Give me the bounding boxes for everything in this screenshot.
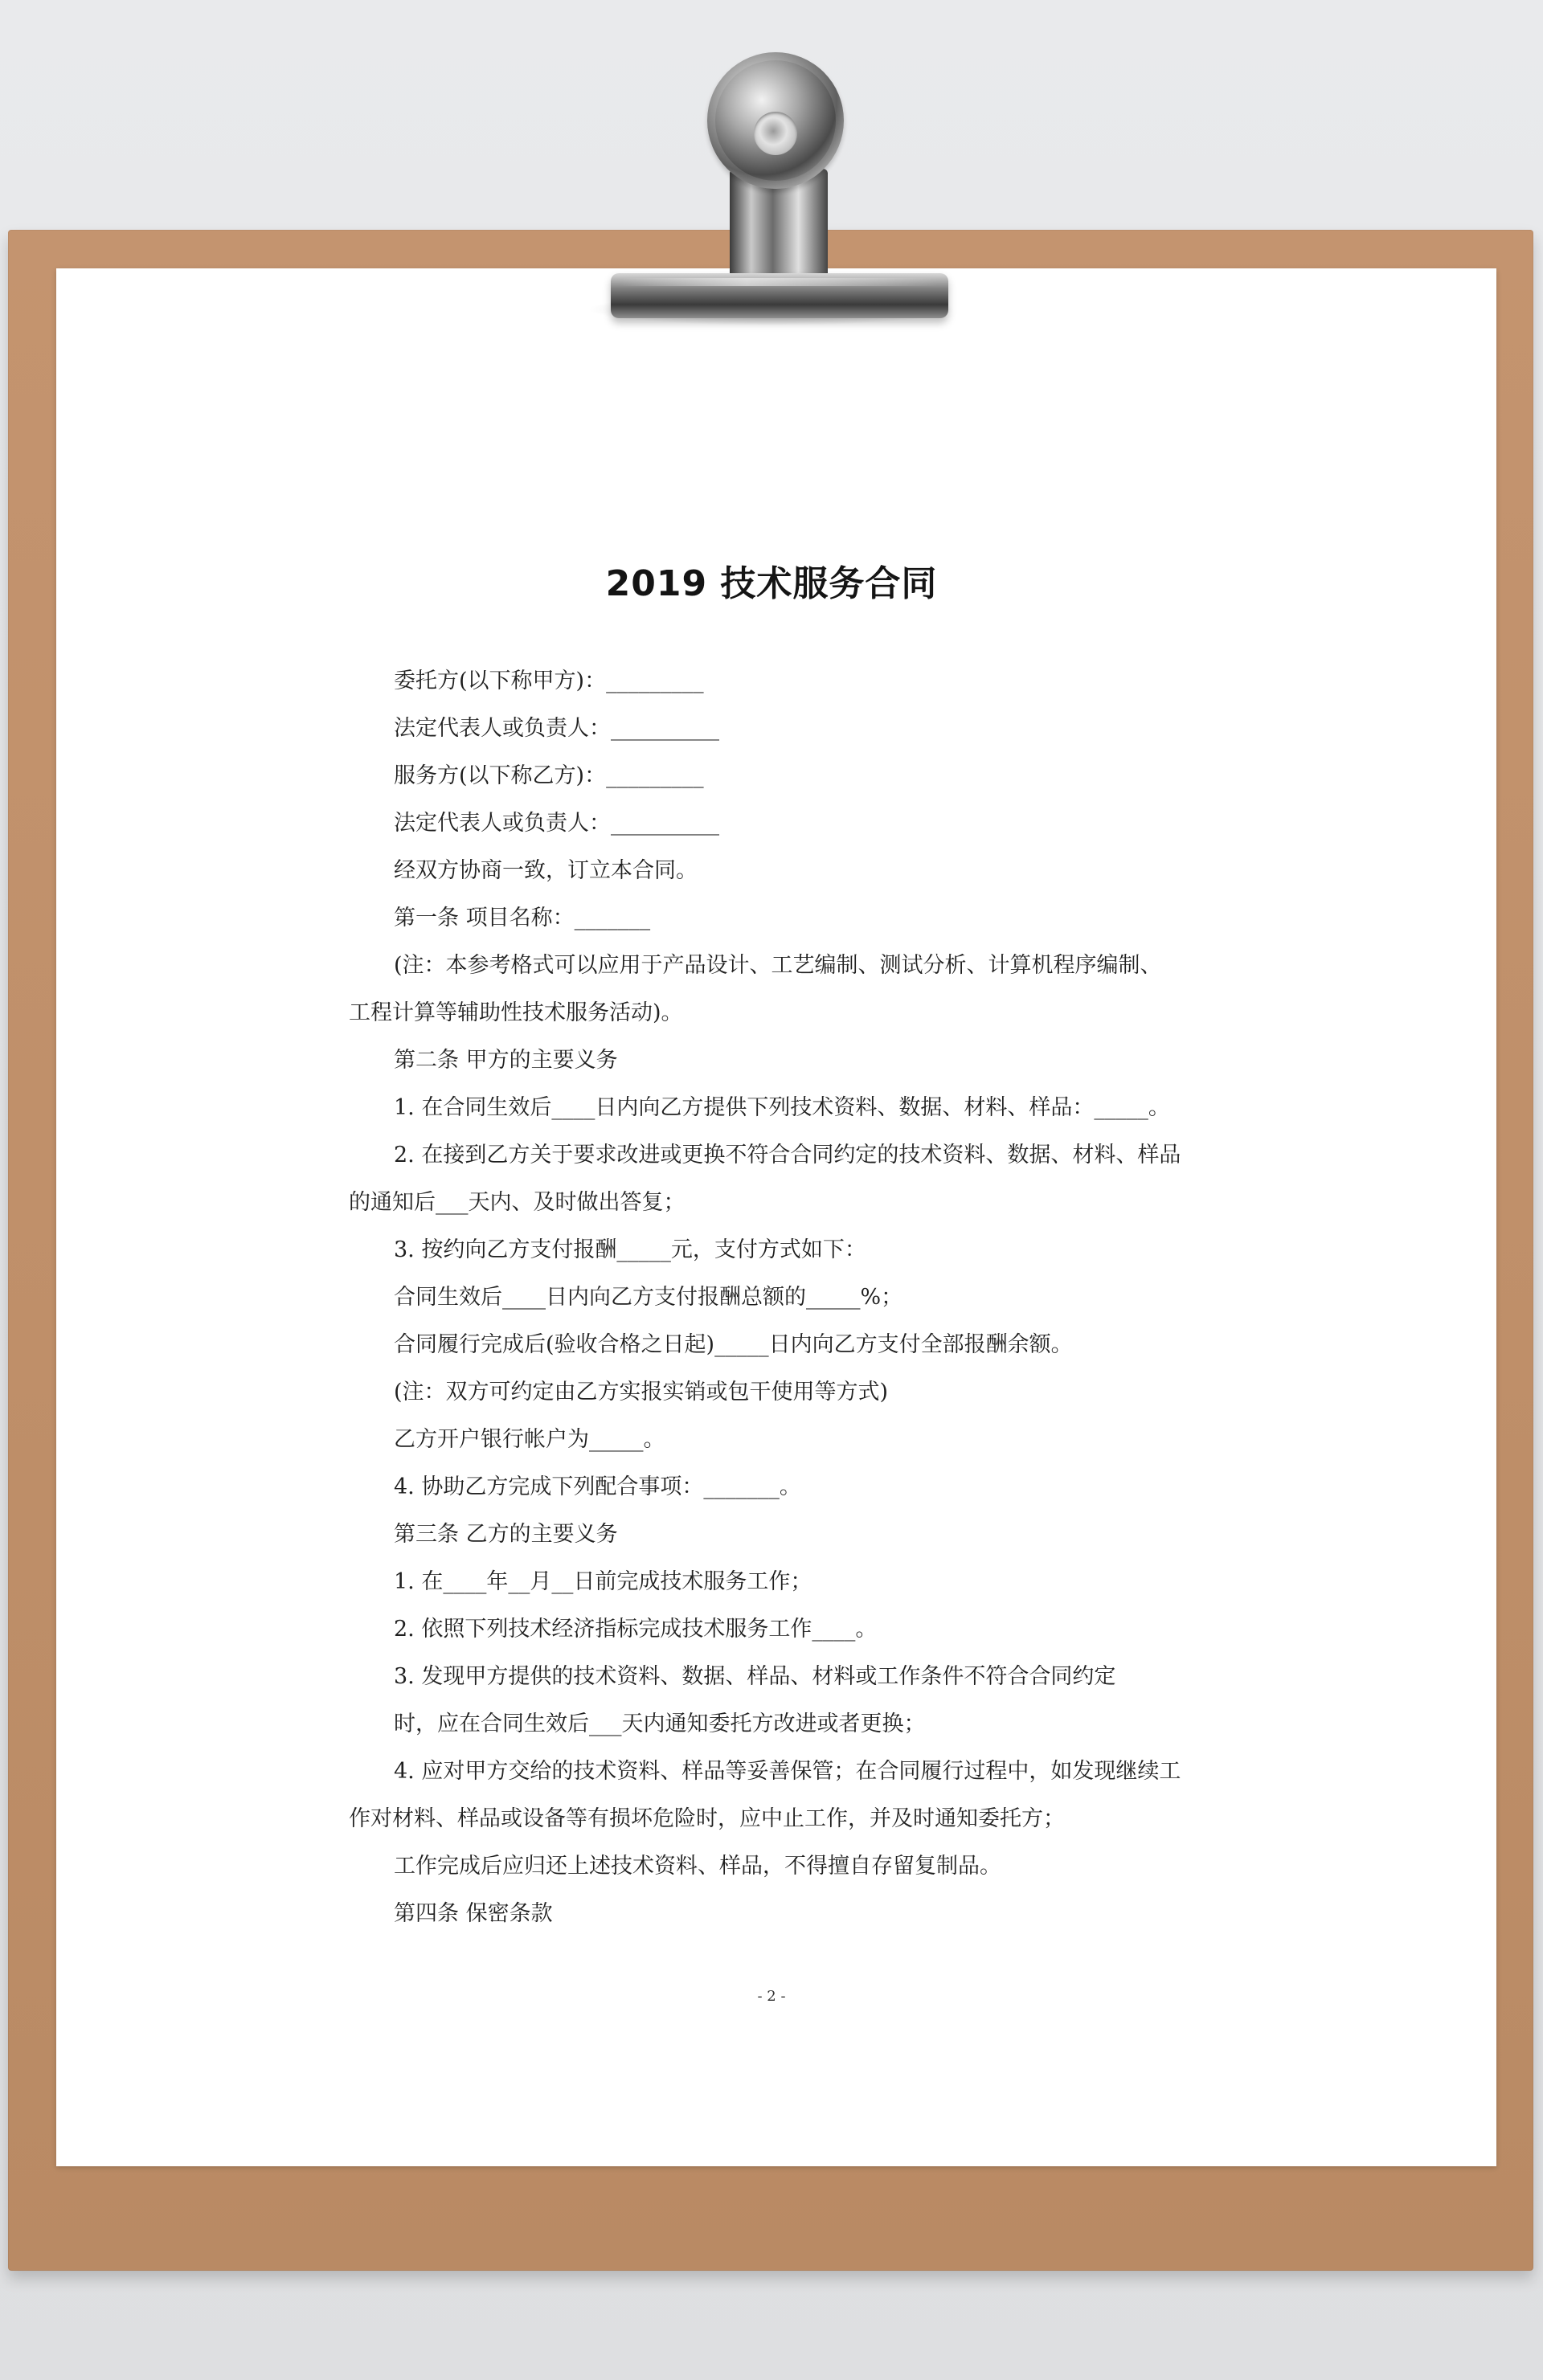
article-two-item-4: 4. 协助乙方完成下列配合事项：_______。 [394, 1474, 801, 1499]
note-line-2: 工程计算等辅助性技术服务活动)。 [349, 1000, 683, 1025]
article-two-item-3: 3. 按约向乙方支付报酬_____元，支付方式如下： [394, 1237, 866, 1262]
article-two-item-2-line-2: 的通知后___天内、及时做出答复； [349, 1190, 686, 1215]
agreement-line: 经双方协商一致，订立本合同。 [394, 858, 698, 883]
article-three-item-3-line-2: 时，应在合同生效后___天内通知委托方改进或者更换； [394, 1711, 926, 1736]
clip-bar-highlight [619, 278, 939, 286]
article-three-item-4-line-2: 作对材料、样品或设备等有损坏危险时，应中止工作，并及时通知委托方； [349, 1806, 1065, 1831]
payment-line-2: 合同履行完成后(验收合格之日起)_____日内向乙方支付全部报酬余额。 [394, 1332, 1073, 1357]
article-two-item-1: 1. 在合同生效后____日内向乙方提供下列技术资料、数据、材料、样品：_____。 [394, 1095, 1170, 1120]
article-three-item-3-line-1: 3. 发现甲方提供的技术资料、数据、样品、材料或工作条件不符合合同约定 [394, 1664, 1116, 1689]
party-b-line: 服务方(以下称乙方)：_________ [394, 763, 704, 788]
article-three-heading: 第三条 乙方的主要义务 [394, 1522, 618, 1547]
article-three-item-2: 2. 依照下列技术经济指标完成技术服务工作____。 [394, 1617, 878, 1642]
binder-clip [587, 48, 956, 354]
article-three-item-1: 1. 在____年__月__日前完成技术服务工作； [394, 1569, 812, 1594]
article-two-item-2-line-1: 2. 在接到乙方关于要求改进或更换不符合合同约定的技术资料、数据、材料、样品 [394, 1143, 1181, 1168]
return-materials-line: 工作完成后应归还上述技术资料、样品，不得擅自存留复制品。 [394, 1854, 1001, 1879]
party-b-representative-line: 法定代表人或负责人：__________ [394, 811, 719, 836]
payment-note: (注：双方可约定由乙方实报实销或包干使用等方式) [394, 1380, 889, 1405]
document-body [349, 657, 1217, 1937]
page-number: - 2 - [757, 1988, 786, 2005]
article-four-heading: 第四条 保密条款 [394, 1901, 553, 1926]
article-three-item-4-line-1: 4. 应对甲方交给的技术资料、样品等妥善保管；在合同履行过程中，如发现继续工 [394, 1759, 1181, 1784]
bank-account-line: 乙方开户银行帐户为_____。 [394, 1427, 665, 1452]
clip-hole [754, 112, 797, 155]
document-title: 2019 技术服务合同 [605, 563, 938, 604]
article-two-heading: 第二条 甲方的主要义务 [394, 1048, 618, 1073]
party-a-representative-line: 法定代表人或负责人：__________ [394, 716, 719, 741]
article-one-heading: 第一条 项目名称：_______ [394, 906, 651, 930]
payment-line-1: 合同生效后____日内向乙方支付报酬总额的_____%； [394, 1285, 903, 1310]
note-line-1: (注：本参考格式可以应用于产品设计、工艺编制、测试分析、计算机程序编制、 [394, 953, 1162, 978]
party-a-line: 委托方(以下称甲方)：_________ [394, 669, 704, 693]
